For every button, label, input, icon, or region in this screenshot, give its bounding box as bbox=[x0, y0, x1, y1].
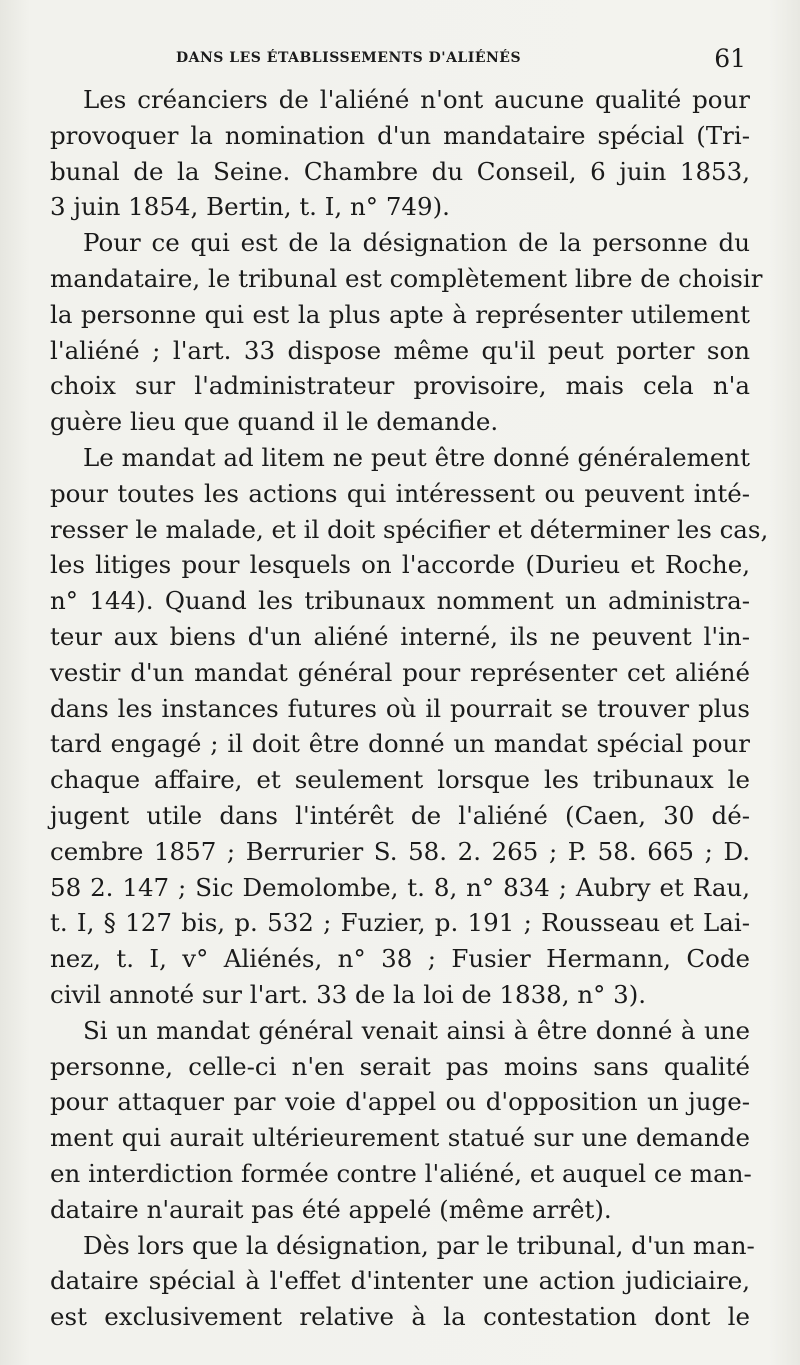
text-line: cembre 1857 ; Berrurier S. 58. 2. 265 ; P. 58. 665 ; D. bbox=[50, 836, 750, 866]
text-line: Pour ce qui est de la désignation de la personne du bbox=[83, 228, 750, 258]
text-line: dataire n'aurait pas été appelé (même arrêt). bbox=[50, 1194, 612, 1224]
paragraph-2 bbox=[50, 225, 763, 440]
body-text bbox=[50, 82, 769, 1335]
text-line: en interdiction formée contre l'aliéné, et auquel ce man- bbox=[50, 1158, 752, 1188]
text-line: Le mandat ad litem ne peut être donné généralement bbox=[83, 442, 750, 472]
text-line: teur aux biens d'un aliéné interné, ils ne peuvent l'in- bbox=[50, 621, 750, 651]
text-line: personne, celle-ci n'en serait pas moins sans qualité bbox=[50, 1051, 750, 1081]
text-line: choix sur l'administrateur provisoire, mais cela n'a bbox=[50, 371, 750, 401]
text-line: guère lieu que quand il le demande. bbox=[50, 407, 499, 437]
text-line: ment qui aurait ultérieurement statué sur une demande bbox=[50, 1123, 750, 1153]
text-line: t. I, § 127 bis, p. 532 ; Fuzier, p. 191 ; Rousseau et Lai- bbox=[50, 908, 750, 938]
text-line: Si un mandat général venait ainsi à être donné à une bbox=[83, 1015, 750, 1045]
text-line: vestir d'un mandat général pour représenter cet aliéné bbox=[50, 657, 750, 687]
text-line: l'aliéné ; l'art. 33 dispose même qu'il peut porter son bbox=[50, 335, 750, 365]
text-line: nez, t. I, v° Aliénés, n° 38 ; Fusier Hermann, Code bbox=[50, 944, 750, 974]
paragraph-3 bbox=[50, 440, 769, 1013]
paragraph-1 bbox=[50, 82, 750, 225]
text-line: jugent utile dans l'intérêt de l'aliéné (Caen, 30 dé- bbox=[50, 800, 750, 830]
text-line: chaque affaire, et seulement lorsque les tribunaux le bbox=[50, 765, 750, 795]
text-line: 3 juin 1854, Bertin, t. I, n° 749). bbox=[50, 192, 450, 222]
text-line: pour toutes les actions qui intéressent ou peuvent inté- bbox=[50, 478, 750, 508]
text-line: civil annoté sur l'art. 33 de la loi de 1838, n° 3). bbox=[50, 979, 647, 1009]
text-line: Dès lors que la désignation, par le tribunal, d'un man- bbox=[83, 1230, 755, 1260]
text-line: bunal de la Seine. Chambre du Conseil, 6 juin 1853, bbox=[50, 156, 750, 186]
text-line: 58 2. 147 ; Sic Demolombe, t. 8, n° 834 ; Aubry et Rau, bbox=[50, 872, 750, 902]
text-line: dataire spécial à l'effet d'intenter une action judiciaire, bbox=[50, 1266, 750, 1296]
text-line: est exclusivement relative à la contestation dont le bbox=[50, 1302, 750, 1332]
text-line: tard engagé ; il doit être donné un mandat spécial pour bbox=[50, 729, 750, 759]
text-line: n° 144). Quand les tribunaux nomment un administra- bbox=[50, 586, 750, 616]
text-line: pour attaquer par voie d'appel ou d'opposition un juge- bbox=[50, 1087, 750, 1117]
text-line: resser le malade, et il doit spécifier et déterminer les cas, bbox=[50, 514, 769, 544]
text-line: mandataire, le tribunal est complètement libre de choisir bbox=[50, 263, 763, 293]
paragraph-5 bbox=[50, 1228, 755, 1335]
running-head bbox=[50, 44, 750, 74]
text-line: les litiges pour lesquels on l'accorde (Durieu et Roche, bbox=[50, 550, 750, 580]
text-line: provoquer la nomination d'un mandataire spécial (Tri- bbox=[50, 120, 750, 150]
text-line: la personne qui est la plus apte à représenter utilement bbox=[50, 299, 750, 329]
page-number: 61 bbox=[714, 44, 746, 73]
running-title: DANS LES ÉTABLISSEMENTS D'ALIÉNÉS bbox=[176, 50, 522, 66]
text-line: dans les instances futures où il pourrait se trouver plus bbox=[50, 693, 750, 723]
paragraph-4 bbox=[50, 1013, 750, 1228]
text-line: Les créanciers de l'aliéné n'ont aucune qualité pour bbox=[83, 85, 750, 114]
